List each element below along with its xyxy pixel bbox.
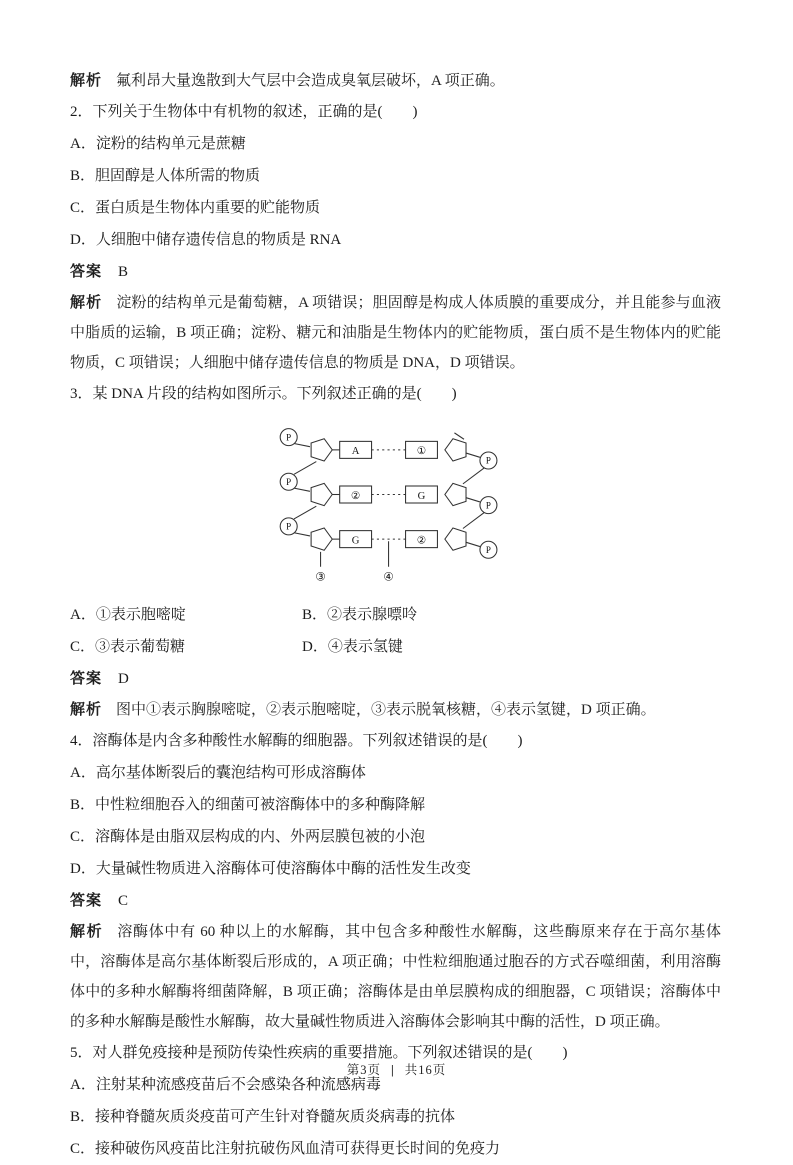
backbone-line: [462, 468, 483, 484]
strand-continuation-line: [454, 433, 464, 439]
footer-total-pages: 共16页: [404, 1063, 447, 1077]
bond-line: [294, 444, 310, 447]
footer-divider: |: [390, 1063, 395, 1077]
backbone-line: [294, 462, 316, 475]
q4-analysis: [70, 917, 721, 1037]
answer-label: 答案: [70, 893, 103, 909]
footer-page-number: 第3页: [346, 1063, 381, 1077]
answer-label: 答案: [70, 264, 103, 280]
bond-line: [294, 533, 310, 536]
base-2-label: ②: [416, 535, 426, 547]
q2-option-b: B．胆固醇是人体所需的物质: [70, 168, 261, 184]
deoxyribose-pentagon: [444, 439, 465, 461]
q3-option-a: A．①表示胞嘧啶: [70, 607, 186, 623]
q1-analysis-text: 氟利昂大量逸散到大气层中会造成臭氧层破坏，A 项正确。: [116, 73, 505, 89]
answer-label: 答案: [70, 671, 103, 687]
q4-answer: [70, 885, 721, 917]
phosphate-label: P: [485, 544, 491, 555]
q4-option-b: B．中性粒细胞吞入的细菌可被溶酶体中的多种酶降解: [70, 797, 426, 813]
q4-option-a: A．高尔基体断裂后的囊泡结构可形成溶酶体: [70, 765, 366, 781]
q3-answer: [70, 663, 721, 695]
deoxyribose-pentagon: [311, 483, 332, 505]
q5-stem: 5．对人群免疫接种是预防传染性疾病的重要措施。下列叙述错误的是( ): [70, 1045, 568, 1061]
label4-circled-number: ④: [382, 570, 394, 584]
base-a-label: A: [351, 446, 359, 458]
q4-option-d: D．大量碱性物质进入溶酶体可使溶酶体中酶的活性发生改变: [70, 861, 471, 877]
base-g-label: G: [351, 535, 359, 547]
q4-option-c: C．溶酶体是由脂双层构成的内、外两层膜包被的小泡: [70, 829, 426, 845]
q5-option-a: A．注射某种流感疫苗后不会感染各种流感病毒: [70, 1077, 381, 1093]
q4-stem: 4．溶酶体是内含多种酸性水解酶的细胞器。下列叙述错误的是( ): [70, 733, 523, 749]
page-footer: [0, 1060, 793, 1078]
phosphate-label: P: [285, 432, 291, 443]
backbone-line: [462, 513, 483, 529]
q2-option-c: C．蛋白质是生物体内重要的贮能物质: [70, 200, 321, 216]
q3-option-d: D．④表示氢键: [302, 639, 403, 655]
deoxyribose-pentagon: [311, 439, 332, 461]
analysis-label: 解析: [70, 924, 104, 940]
deoxyribose-pentagon: [311, 528, 332, 550]
q3-options-row2: [70, 631, 721, 663]
q3-stem: 3．某 DNA 片段的结构如图所示。下列叙述正确的是( ): [70, 386, 457, 402]
q3-options-row1: [70, 599, 721, 631]
deoxyribose-pentagon: [444, 483, 465, 505]
q3-option-b: B．②表示腺嘌呤: [302, 607, 418, 623]
q3-answer-value: D: [118, 671, 129, 687]
q3-analysis-text: 图中①表示胸腺嘧啶，②表示胞嘧啶，③表示脱氧核糖，④表示氢键，D 项正确。: [116, 702, 656, 718]
q2-answer: [70, 256, 721, 288]
q2-stem: 2．下列关于生物体中有机物的叙述，正确的是( ): [70, 104, 418, 120]
q4-analysis-text: 溶酶体中有 60 种以上的水解酶，其中包含多种酸性水解酶，这些酶原来存在于高尔基体中，溶酶体是高尔基体断裂后形成的，A 项正确；中性粒细胞通过胞吞的方式吞噬细菌，利用溶酶体中的多种水解酶将细菌降解，B 项正确；溶酶体是由单层膜构成的细胞器，C 项错误；溶酶体中的多种水解酶是酸性水解酶，故大量碱性物质进入溶酶体会影响其中酶的活性，D 项正确。: [70, 924, 721, 1030]
q4-answer-value: C: [118, 893, 129, 909]
q3-analysis: [70, 695, 721, 725]
phosphate-label: P: [485, 455, 491, 466]
q2-option-d: D．人细胞中储存遗传信息的物质是 RNA: [70, 232, 342, 248]
bond-line: [294, 488, 310, 491]
backbone-line: [294, 506, 316, 519]
q2-analysis-text: 淀粉的结构单元是葡萄糖，A 项错误；胆固醇是构成人体质膜的重要成分，并且能参与血液中脂质的运输，B 项正确；淀粉、糖元和油脂是生物体内的贮能物质，蛋白质不是生物体内的贮能物质，C 项错误；人细胞中储存遗传信息的物质是 DNA，D 项错误。: [70, 295, 721, 371]
dna-fragment-diagram: [70, 410, 721, 599]
bond-line: [466, 542, 480, 546]
base-1-label: ①: [416, 446, 426, 458]
q2-analysis: [70, 288, 721, 378]
label3-circled-number: ③: [314, 570, 326, 584]
analysis-label: 解析: [70, 73, 103, 89]
analysis-label: 解析: [70, 702, 103, 718]
bond-line: [466, 453, 480, 457]
phosphate-label: P: [285, 476, 291, 487]
phosphate-label: P: [285, 521, 291, 532]
analysis-label: 解析: [70, 295, 103, 311]
q5-option-b: B．接种脊髓灰质炎疫苗可产生针对脊髓灰质炎病毒的抗体: [70, 1109, 456, 1125]
phosphate-label: P: [485, 500, 491, 511]
base-g-label: G: [417, 490, 425, 502]
q5-option-c: C．接种破伤风疫苗比注射抗破伤风血清可获得更长时间的免疫力: [70, 1141, 501, 1157]
q1-analysis: [70, 66, 721, 96]
dna-diagram-svg: [271, 418, 521, 588]
q3-option-c: C．③表示葡萄糖: [70, 639, 186, 655]
q2-answer-value: B: [118, 264, 129, 280]
bond-line: [466, 498, 480, 502]
base-2-label: ②: [350, 490, 360, 502]
q2-option-a: A．淀粉的结构单元是蔗糖: [70, 136, 246, 152]
deoxyribose-pentagon: [444, 528, 465, 550]
